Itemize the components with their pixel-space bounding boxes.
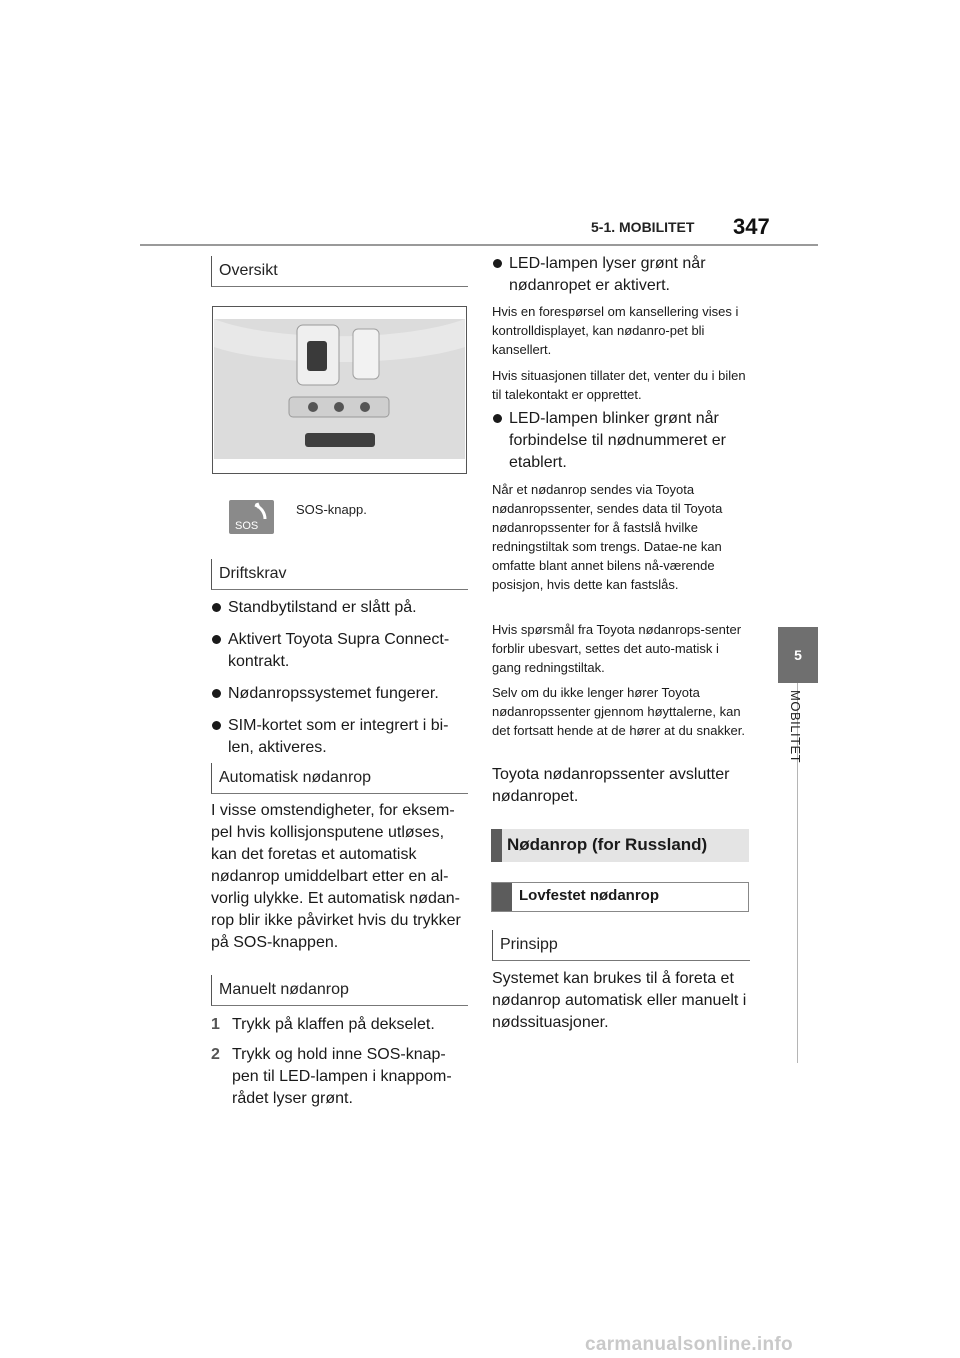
auto-call-text: I visse omstendigheter, for eksem-pel hvis kollisjonsputene utløses, kan det foretas et automatisk nødanrop umiddelbart etter en al-vorlig ulykke. Et automatisk nødan-rop blir ikke påvirket hvis du trykker på SOS-knappen.	[211, 802, 461, 951]
list-item: LED-lampen blinker grønt når forbindelse til nødnummeret er etablert.	[492, 408, 750, 474]
manual-steps	[211, 1014, 468, 1118]
wait-paragraph: Hvis situasjonen tillater det, venter du i bilen til talekontakt er opprettet.	[492, 368, 746, 402]
statutory-heading-text: Lovfestet nødanrop	[519, 887, 660, 904]
russia-section-heading	[491, 829, 749, 862]
console-drawing	[213, 307, 466, 473]
chapter-label: MOBILITET	[788, 690, 803, 764]
step-item	[211, 1014, 468, 1036]
list-item: Standbytilstand er slått på.	[211, 597, 468, 619]
list-item: LED-lampen lyser grønt når nødanropet er aktivert.	[492, 253, 750, 297]
statutory-call-heading	[491, 882, 749, 912]
data-paragraph: Når et nødanrop sendes via Toyota nødanropssenter, sendes data til Toyota nødanropssenter for å fastslå hvilke redningstiltak som trengs. Datae-ne kan omfatte blant annet bilens nå-værende posisjon, hvis dette kan fastslås.	[492, 482, 723, 592]
overhead-console-illustration	[212, 306, 467, 474]
list-item: Nødanropssystemet fungerer.	[211, 683, 468, 705]
auto-call-heading: Automatisk nødanrop	[211, 763, 468, 794]
list-item: Aktivert Toyota Supra Connect-kontrakt.	[211, 629, 468, 673]
led-bullet-1	[492, 253, 750, 307]
sos-icon-text: SOS	[235, 520, 259, 532]
led-bullet-2	[492, 408, 750, 484]
subheading-bar	[492, 883, 512, 911]
end-call-paragraph: Toyota nødanropssenter avslutter nødanropet.	[492, 766, 730, 805]
principle-text: Systemet kan brukes til å foreta et nødanrop automatisk eller manuelt i nødssituasjoner.	[492, 970, 747, 1031]
manual-call-heading: Manuelt nødanrop	[211, 975, 468, 1006]
page-number: 347	[733, 214, 770, 239]
step-number: 2	[211, 1046, 220, 1063]
speakers-paragraph: Selv om du ikke lenger hører Toyota nødanropssenter gjennom høyttalerne, kan det fortsatt hende at de hører at du snakker.	[492, 685, 745, 738]
header-rule	[140, 244, 818, 246]
step-text: Trykk på klaffen på dekselet.	[232, 1016, 435, 1033]
cancel-paragraph: Hvis en forespørsel om kansellering vises i kontrolldisplayet, kan nødanro-pet bli kansellert.	[492, 304, 739, 357]
overview-heading: Oversikt	[211, 256, 468, 287]
watermark: carmanualsonline.info	[585, 1334, 793, 1355]
heading-bar	[491, 829, 502, 862]
sos-caption: SOS-knapp.	[296, 502, 367, 517]
step-text: Trykk og hold inne SOS-knap-pen til LED-lampen i knappom-rådet lyser grønt.	[232, 1046, 452, 1107]
chapter-tab[interactable]: 5	[778, 627, 818, 683]
requirements-list	[211, 597, 468, 769]
sos-button-icon	[229, 500, 274, 534]
unanswered-paragraph: Hvis spørsmål fra Toyota nødanrops-senter forblir ubesvart, settes det auto-matisk i gang redningstiltak.	[492, 622, 742, 675]
russia-heading-text: Nødanrop (for Russland)	[507, 835, 708, 854]
list-item: SIM-kortet som er integrert i bi-len, aktiveres.	[211, 715, 468, 759]
section-title: 5-1. MOBILITET	[591, 219, 695, 235]
principle-heading: Prinsipp	[492, 930, 750, 961]
step-number: 1	[211, 1016, 220, 1033]
requirements-heading: Driftskrav	[211, 559, 468, 590]
step-item	[211, 1044, 468, 1110]
